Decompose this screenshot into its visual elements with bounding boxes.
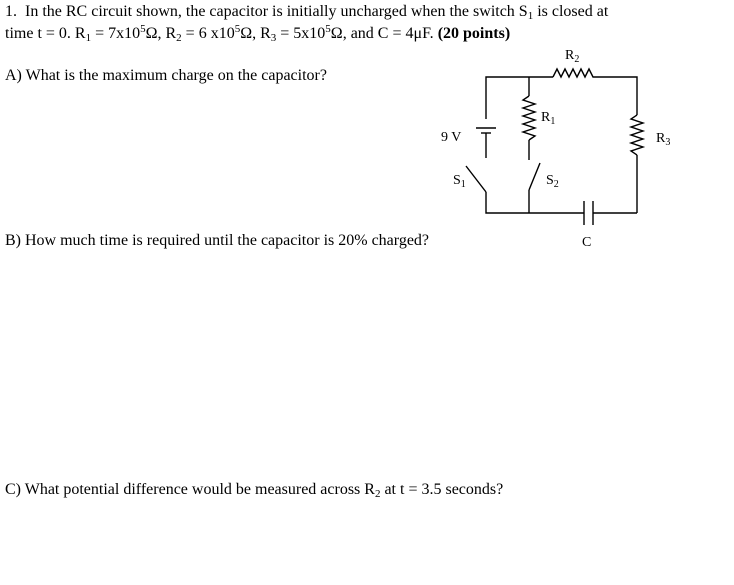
r2-subscript: 2: [176, 32, 182, 44]
r1-exponent: 5: [140, 23, 146, 35]
question-c: [5, 480, 503, 500]
problem-statement-line-2: [5, 24, 510, 44]
capacitor-symbol: [584, 201, 593, 225]
resistor-r2-symbol: [553, 69, 598, 77]
resistor-r3-symbol: [631, 115, 643, 155]
switch-s1-arm: [466, 166, 486, 192]
points-label: (20 points): [437, 25, 511, 42]
r3-text: Ω, R: [240, 25, 271, 42]
top-wire-left: [486, 77, 553, 119]
s1-subscript: 1: [527, 10, 534, 22]
time-text: time t = 0. R: [5, 25, 86, 42]
question-a: A) What is the maximum charge on the capacitor?: [5, 67, 327, 84]
question-c-subscript: 2: [374, 488, 381, 500]
r3-exponent: 5: [325, 23, 331, 35]
label-s2: $S_2$: [546, 173, 559, 190]
problem-statement-line-1: [5, 2, 608, 22]
label-s1: $S_1$: [453, 173, 466, 190]
r2-text: Ω, R: [145, 25, 177, 42]
capacitance-text: Ω, and C = 4μF.: [330, 25, 438, 42]
label-r1: $R_1$: [541, 110, 556, 127]
problem-number: 1.: [5, 3, 17, 20]
s1-bottom-wire: [486, 192, 529, 213]
r2-value: = 6 x10: [181, 25, 235, 42]
resistor-r1-symbol: [523, 96, 535, 140]
question-b: B) How much time is required until the capacitor is 20% charged?: [5, 232, 430, 249]
top-wire-right: [598, 77, 637, 115]
question-c-text: C) What potential difference would be measured across R: [5, 481, 375, 498]
r2-exponent: 5: [234, 23, 241, 35]
r3-subscript: 3: [270, 32, 277, 44]
question-c-tail: at t = 3.5 seconds?: [380, 481, 504, 498]
label-r2: $R_2$: [565, 48, 580, 65]
intro-text-1: In the RC circuit shown, the capacitor is initially uncharged when the switch S: [25, 3, 528, 20]
switch-s2-arm: [529, 163, 540, 190]
battery-voltage-label: 9 V: [441, 130, 462, 145]
battery-symbol: [476, 128, 496, 141]
r1-value: = 7x10: [91, 25, 141, 42]
label-r3: $R_3$: [656, 131, 671, 148]
circuit-wires: [486, 77, 637, 213]
r1-subscript: 1: [85, 32, 92, 44]
label-capacitor: C: [582, 235, 592, 250]
r3-value: = 5x10: [276, 25, 326, 42]
intro-text-2: is closed at: [533, 3, 609, 20]
